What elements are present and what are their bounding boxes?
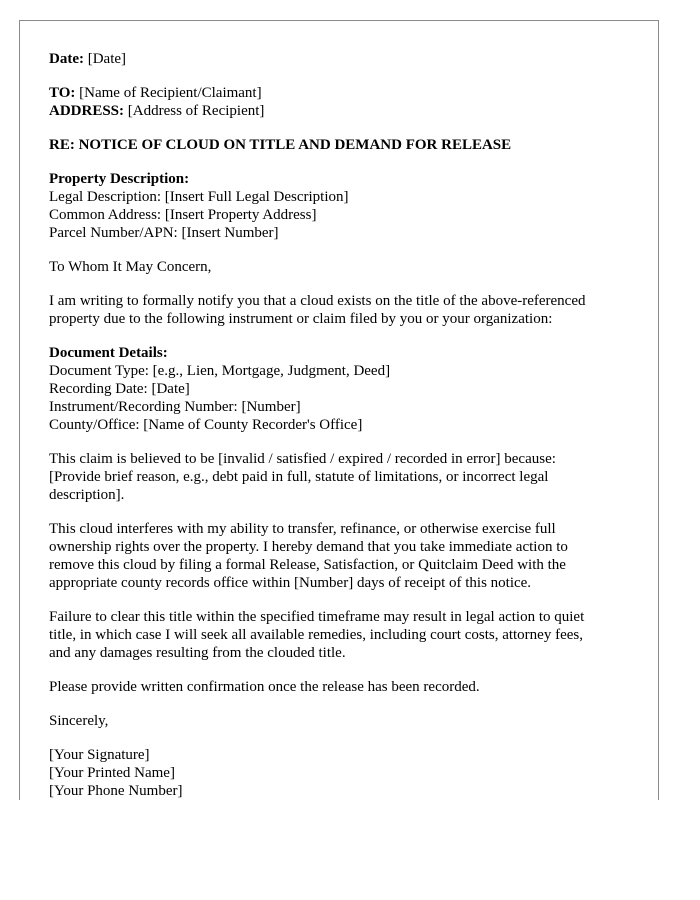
recording-date: Recording Date: [Date] — [49, 381, 190, 397]
confirmation-paragraph: Please provide written confirmation once the release has been recorded. — [49, 679, 480, 695]
address-value: [Address of Recipient] — [127, 103, 265, 119]
claim-paragraph — [49, 450, 639, 504]
printed-name: [Your Printed Name] — [49, 765, 175, 781]
date-value: [Date] — [87, 51, 127, 67]
county-office: County/Office: [Name of County Recorder's Office] — [49, 417, 363, 433]
paragraph-line: I am writing to formally notify you that a cloud exists on the title of the above-referenced — [49, 293, 586, 309]
intro-paragraph — [49, 292, 639, 328]
signature-block — [49, 746, 639, 800]
phone-number: [Your Phone Number] — [49, 783, 183, 799]
paragraph-line: remove this cloud by filing a formal Release, Satisfaction, or Quitclaim Deed with the — [49, 557, 566, 573]
paragraph-line: title, in which case I will seek all available remedies, including court costs, attorney fees, — [49, 627, 583, 643]
date-label: Date: — [49, 51, 84, 67]
to-value: [Name of Recipient/Claimant] — [79, 85, 262, 101]
paragraph-line: [Provide brief reason, e.g., debt paid in full, statute of limitations, or incorrect legal — [49, 469, 549, 485]
paragraph-line: appropriate county records office within [Number] days of receipt of this notice. — [49, 575, 532, 591]
address-label: ADDRESS: — [49, 103, 125, 119]
property-heading: Property Description: — [49, 171, 190, 187]
paragraph-line: This claim is believed to be [invalid / satisfied / expired / recorded in error] because: — [49, 451, 556, 467]
address-line — [49, 102, 639, 120]
paragraph-line: and any damages resulting from the clouded title. — [49, 645, 346, 661]
salutation: To Whom It May Concern, — [49, 259, 212, 275]
paragraph-line: property due to the following instrument or claim filed by you or your organization: — [49, 311, 553, 327]
failure-paragraph — [49, 608, 639, 662]
recipient-block — [49, 84, 639, 120]
to-line — [49, 84, 639, 102]
closing: Sincerely, — [49, 713, 109, 729]
signature-placeholder: [Your Signature] — [49, 747, 150, 763]
paragraph-line: description]. — [49, 487, 125, 503]
document-block — [49, 344, 639, 434]
paragraph-line: Failure to clear this title within the specified timeframe may result in legal action to quiet — [49, 609, 585, 625]
parcel-number: Parcel Number/APN: [Insert Number] — [49, 225, 279, 241]
interference-paragraph — [49, 520, 639, 592]
to-label: TO: — [49, 85, 76, 101]
letter-page — [19, 20, 659, 800]
paragraph-line: ownership rights over the property. I hereby demand that you take immediate action to — [49, 539, 568, 555]
paragraph-line: This cloud interferes with my ability to transfer, refinance, or otherwise exercise full — [49, 521, 556, 537]
legal-description: Legal Description: [Insert Full Legal Description] — [49, 189, 349, 205]
subject-line: RE: NOTICE OF CLOUD ON TITLE AND DEMAND FOR RELEASE — [49, 137, 512, 153]
property-block — [49, 170, 639, 242]
document-type: Document Type: [e.g., Lien, Mortgage, Judgment, Deed] — [49, 363, 391, 379]
instrument-number: Instrument/Recording Number: [Number] — [49, 399, 301, 415]
document-heading: Document Details: — [49, 345, 168, 361]
letter-content — [49, 50, 639, 816]
date-line — [49, 50, 639, 68]
common-address: Common Address: [Insert Property Address] — [49, 207, 317, 223]
